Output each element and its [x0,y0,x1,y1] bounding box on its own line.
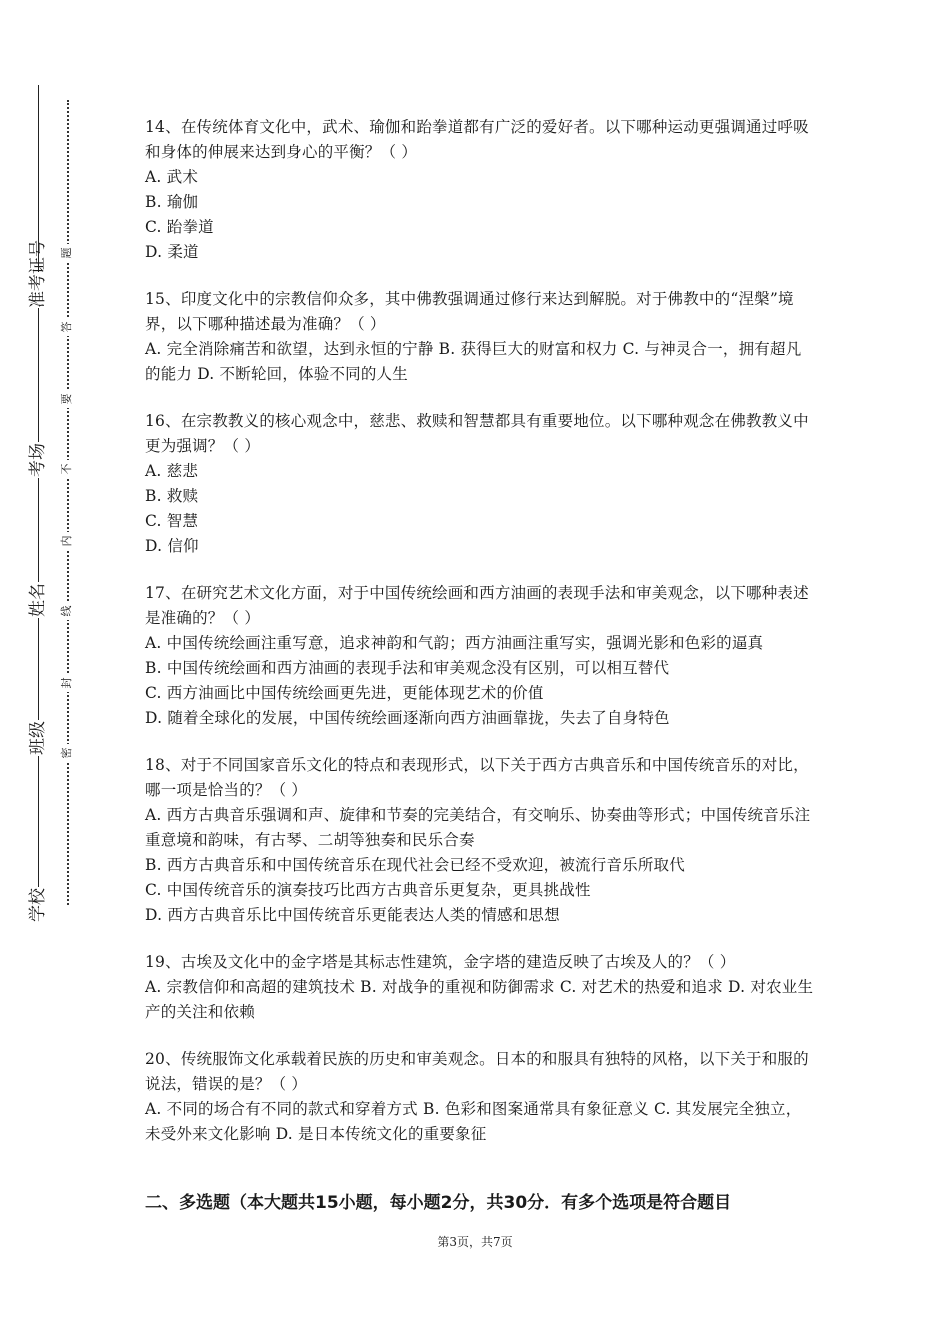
option: C. 智慧 [145,512,199,530]
question-14 [145,115,815,265]
option: A. 不同的场合有不同的款式和穿着方式 B. 色彩和图案通常具有象征意义 C. 其发展完全独立，未受外来文化影响 D. 是日本传统文化的重要象征 [145,1100,802,1143]
seal-char: 答 [60,318,74,336]
option: A. 完全消除痛苦和欲望，达到永恒的宁静 B. 获得巨大的财富和权力 C. 与神灵合一，拥有超凡的能力 D. 不断轮回，体验不同的人生 [145,340,802,383]
question-text: 19、古埃及文化中的金字塔是其标志性建筑，金字塔的建造反映了古埃及人的？（ ） [145,953,736,971]
seal-char: 线 [60,602,74,620]
option: B. 西方古典音乐和中国传统音乐在现代社会已经不受欢迎，被流行音乐所取代 [145,856,685,874]
question-text: 16、在宗教教义的核心观念中，慈悲、救赎和智慧都具有重要地位。以下哪种观念在佛教教义中更为强调？（ ） [145,412,809,455]
question-text: 18、对于不同国家音乐文化的特点和表现形式，以下关于西方古典音乐和中国传统音乐的对比，哪一项是恰当的？（ ） [145,756,809,799]
option: A. 西方古典音乐强调和声、旋律和节奏的完美结合，有交响乐、协奏曲等形式；中国传统音乐注重意境和韵味，有古琴、二胡等独奏和民乐合奏 [145,806,811,849]
option: D. 柔道 [145,243,199,261]
label-class: 班级 [28,721,48,755]
seal-char: 题 [60,244,74,262]
question-text: 15、印度文化中的宗教信仰众多，其中佛教强调通过修行来达到解脱。对于佛教中的“涅槃”境界，以下哪种描述最为准确？（ ） [145,290,794,333]
question-18 [145,753,815,928]
question-list [145,115,815,1169]
option: A. 武术 [145,168,199,186]
label-exam-room: 考场 [28,443,48,477]
binding-dotted-line [67,100,69,905]
option: B. 瑜伽 [145,193,199,211]
option: A. 慈悲 [145,462,199,480]
question-19 [145,950,815,1025]
option: A. 中国传统绘画注重写意，追求神韵和气韵；西方油画注重写实，强调光影和色彩的逼真 [145,634,764,652]
option: C. 西方油画比中国传统绘画更先进，更能体现艺术的价值 [145,684,544,702]
question-15 [145,287,815,387]
question-20 [145,1047,815,1147]
question-16 [145,409,815,559]
section-heading: 二、多选题（本大题共15小题，每小题2分，共30分．有多个选项是符合题目 [145,1193,732,1213]
option: C. 跆拳道 [145,218,214,236]
seal-char: 密 [60,744,74,762]
option: D. 西方古典音乐比中国传统音乐更能表达人类的情感和思想 [145,906,560,924]
question-17 [145,581,815,731]
binding-margin [0,0,120,1344]
label-exam-number: 准考证号 [28,240,48,308]
option: D. 随着全球化的发展，中国传统绘画逐渐向西方油画靠拢，失去了自身特色 [145,709,670,727]
option: C. 中国传统音乐的演奏技巧比西方古典音乐更复杂，更具挑战性 [145,881,591,899]
binding-solid-line [38,85,39,915]
label-name: 姓名 [28,583,48,617]
label-school: 学校 [28,888,48,922]
seal-char: 要 [60,390,74,408]
page-footer: 第3页，共7页 [437,1235,513,1249]
question-text: 17、在研究艺术文化方面，对于中国传统绘画和西方油画的表现手法和审美观念，以下哪种表述是准确的？（ ） [145,584,809,627]
seal-char: 封 [60,674,74,692]
question-text: 14、在传统体育文化中，武术、瑜伽和跆拳道都有广泛的爱好者。以下哪种运动更强调通过呼吸和身体的伸展来达到身心的平衡？（ ） [145,118,809,161]
seal-char: 内 [60,532,74,550]
option: A. 宗教信仰和高超的建筑技术 B. 对战争的重视和防御需求 C. 对艺术的热爱和追求 D. 对农业生产的关注和依赖 [145,978,814,1021]
seal-char: 不 [60,460,74,478]
option: D. 信仰 [145,537,199,555]
question-text: 20、传统服饰文化承载着民族的历史和审美观念。日本的和服具有独特的风格，以下关于和服的说法，错误的是？（ ） [145,1050,809,1093]
option: B. 救赎 [145,487,199,505]
option: B. 中国传统绘画和西方油画的表现手法和审美观念没有区别，可以相互替代 [145,659,670,677]
